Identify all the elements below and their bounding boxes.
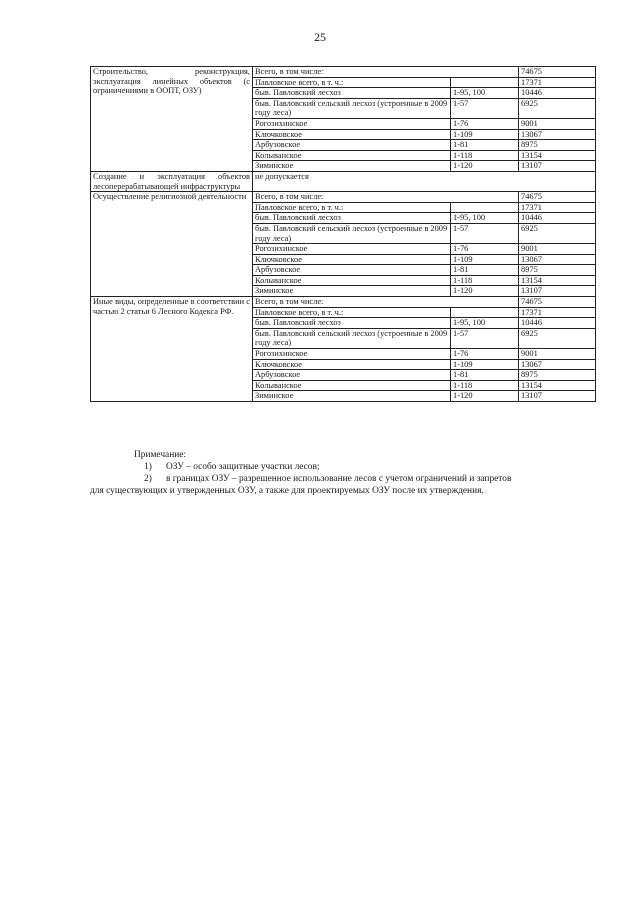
quarters-cell: 1-118 (451, 275, 519, 286)
area-cell: 6925 (519, 328, 596, 348)
area-cell: 10446 (519, 88, 596, 99)
area-cell: 74675 (519, 67, 596, 78)
quarters-cell: 1-120 (451, 161, 519, 172)
note-item (90, 473, 595, 485)
quarters-cell: 1-81 (451, 265, 519, 276)
use-kind-cell: Иные виды, определенные в соответствии с частью 2 статьи 6 Лесного Кодекса РФ. (91, 297, 253, 402)
area-cell: 17371 (519, 307, 596, 318)
area-cell: 10446 (519, 318, 596, 329)
forestry-name-cell: Всего, в том числе: (253, 297, 519, 308)
forestry-name-cell: Павловское всего, в т. ч.: (253, 307, 451, 318)
forestry-name-cell: быв. Павловский лесхоз (253, 88, 451, 99)
note-item (90, 461, 595, 473)
forestry-name-cell: Арбузовское (253, 370, 451, 381)
area-cell: 9001 (519, 349, 596, 360)
note-number: 2) (144, 474, 152, 484)
forestry-name-cell: Павловское всего, в т. ч.: (253, 77, 451, 88)
note-text: ОЗУ – особо защитные участки лесов; (166, 462, 320, 472)
forestry-name-cell: Зиминское (253, 286, 451, 297)
forestry-name-cell: Колыванское (253, 275, 451, 286)
forestry-name-cell: Зиминское (253, 391, 451, 402)
quarters-cell: 1-95, 100 (451, 318, 519, 329)
area-cell: 13154 (519, 380, 596, 391)
area-cell: 13107 (519, 286, 596, 297)
note-text: в границах ОЗУ – разрешенное использование лесов с учетом ограничений и запретов (166, 474, 512, 484)
area-cell: 6925 (519, 98, 596, 118)
forestry-name-cell: Колыванское (253, 380, 451, 391)
quarters-cell: 1-81 (451, 140, 519, 151)
forestry-name-cell: быв. Павловский лесхоз (253, 318, 451, 329)
quarters-cell (451, 202, 519, 213)
forestry-name-cell: Зиминское (253, 161, 451, 172)
area-cell: 17371 (519, 202, 596, 213)
area-cell: 13107 (519, 391, 596, 402)
quarters-cell: 1-76 (451, 118, 519, 129)
quarters-cell: 1-76 (451, 244, 519, 255)
forestry-name-cell: Всего, в том числе: (253, 192, 519, 203)
area-cell: 13067 (519, 254, 596, 265)
use-kind-cell: Осуществление религиозной деятельности (91, 192, 253, 297)
forestry-name-cell: быв. Павловский сельский лесхоз (устроенные в 2009 году леса) (253, 98, 451, 118)
area-cell: 74675 (519, 297, 596, 308)
area-cell: 6925 (519, 223, 596, 243)
forestry-name-cell: Ключковское (253, 129, 451, 140)
forestry-name-cell: быв. Павловский сельский лесхоз (устроенные в 2009 году леса) (253, 328, 451, 348)
area-cell: 8975 (519, 140, 596, 151)
area-cell: 13154 (519, 275, 596, 286)
quarters-cell: 1-57 (451, 328, 519, 348)
quarters-cell: 1-57 (451, 98, 519, 118)
area-cell: 74675 (519, 192, 596, 203)
area-cell: 10446 (519, 213, 596, 224)
area-cell: 13107 (519, 161, 596, 172)
quarters-cell: 1-120 (451, 391, 519, 402)
forestry-name-cell: Всего, в том числе: (253, 67, 519, 78)
quarters-cell: 1-76 (451, 349, 519, 360)
area-cell: 9001 (519, 244, 596, 255)
forest-use-table (90, 66, 596, 402)
table-row (91, 67, 596, 78)
quarters-cell: 1-118 (451, 150, 519, 161)
quarters-cell: 1-81 (451, 370, 519, 381)
forestry-name-cell: Рогозихинское (253, 349, 451, 360)
quarters-cell: 1-95, 100 (451, 213, 519, 224)
area-cell: 13067 (519, 359, 596, 370)
forestry-name-cell: Ключковское (253, 359, 451, 370)
forestry-name-cell: Ключковское (253, 254, 451, 265)
area-cell: 17371 (519, 77, 596, 88)
forestry-name-cell: Павловское всего, в т. ч.: (253, 202, 451, 213)
area-cell: 13154 (519, 150, 596, 161)
notes-title: Примечание: (134, 450, 187, 460)
use-kind-cell: Создание и эксплуатация объектов лесоперерабатывающей инфраструктуры (91, 171, 253, 191)
forestry-name-cell: Колыванское (253, 150, 451, 161)
area-cell: 8975 (519, 265, 596, 276)
use-kind-cell: Строительство, реконструкция, эксплуатация линейных объектов (с ограничениями в ООПТ, ОЗУ) (91, 67, 253, 172)
table-row (91, 192, 596, 203)
note-text-continuation: для существующих и утвержденных ОЗУ, а также для проектируемых ОЗУ после их утверждения. (90, 486, 484, 496)
quarters-cell: 1-57 (451, 223, 519, 243)
forestry-name-cell: быв. Павловский лесхоз (253, 213, 451, 224)
quarters-cell: 1-109 (451, 359, 519, 370)
quarters-cell (451, 307, 519, 318)
notes (90, 449, 595, 497)
quarters-cell (451, 77, 519, 88)
restriction-note-cell: не допускается (253, 171, 596, 191)
forestry-name-cell: Рогозихинское (253, 118, 451, 129)
page-number: 25 (314, 30, 326, 44)
forestry-name-cell: Рогозихинское (253, 244, 451, 255)
forestry-name-cell: Арбузовское (253, 265, 451, 276)
quarters-cell: 1-118 (451, 380, 519, 391)
quarters-cell: 1-95, 100 (451, 88, 519, 99)
area-cell: 9001 (519, 118, 596, 129)
quarters-cell: 1-120 (451, 286, 519, 297)
table-row (91, 297, 596, 308)
quarters-cell: 1-109 (451, 129, 519, 140)
forestry-name-cell: быв. Павловский сельский лесхоз (устроенные в 2009 году леса) (253, 223, 451, 243)
quarters-cell: 1-109 (451, 254, 519, 265)
forestry-name-cell: Арбузовское (253, 140, 451, 151)
table-row (91, 171, 596, 191)
area-cell: 8975 (519, 370, 596, 381)
area-cell: 13067 (519, 129, 596, 140)
note-number: 1) (144, 462, 152, 472)
